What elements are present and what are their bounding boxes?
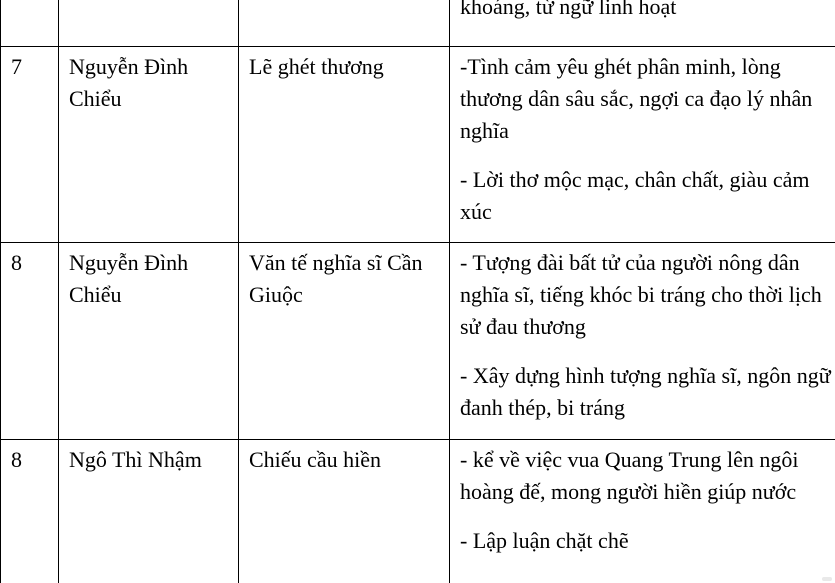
cell-stt: 7 [1,47,59,243]
content-paragraph: - Xây dựng hình tượng nghĩa sĩ, ngôn ngữ đanh thép, bi tráng [460,363,831,420]
table-row [1,440,835,583]
table-row [1,0,835,47]
cell-author [59,0,239,47]
content-paragraph: - Tượng đài bất tử của người nông dân nghĩa sĩ, tiếng khóc bi tráng cho thời lịch sử đau thương [460,250,822,339]
cell-work: Chiếu cầu hiền [239,440,450,583]
cell-work: Lẽ ghét thương [239,47,450,243]
cell-content [450,47,835,243]
cell-stt: 8 [1,243,59,440]
table-row [1,47,835,243]
content-paragraph: - Lời thơ mộc mạc, chân chất, giàu cảm xúc [460,167,810,224]
cell-stt [1,0,59,47]
cell-author: Ngô Thì Nhậm [59,440,239,583]
content-paragraph: khoáng, từ ngữ linh hoạt [460,0,677,19]
content-paragraph: - Lập luận chặt chẽ [460,528,629,553]
watermark-mark [822,577,832,581]
content-paragraph: - kể về việc vua Quang Trung lên ngôi hoàng đế, mong người hiền giúp nước [460,447,799,504]
cell-work: Văn tế nghĩa sĩ Cần Giuộc [239,243,450,440]
cell-content [450,0,835,47]
cell-work [239,0,450,47]
cell-author: Nguyễn Đình Chiểu [59,47,239,243]
table-row [1,243,835,440]
cell-stt: 8 [1,440,59,583]
cell-content [450,243,835,440]
cell-author: Nguyễn Đình Chiểu [59,243,239,440]
cell-content [450,440,835,583]
content-paragraph: -Tình cảm yêu ghét phân minh, lòng thương dân sâu sắc, ngợi ca đạo lý nhân nghĩa [460,54,813,143]
